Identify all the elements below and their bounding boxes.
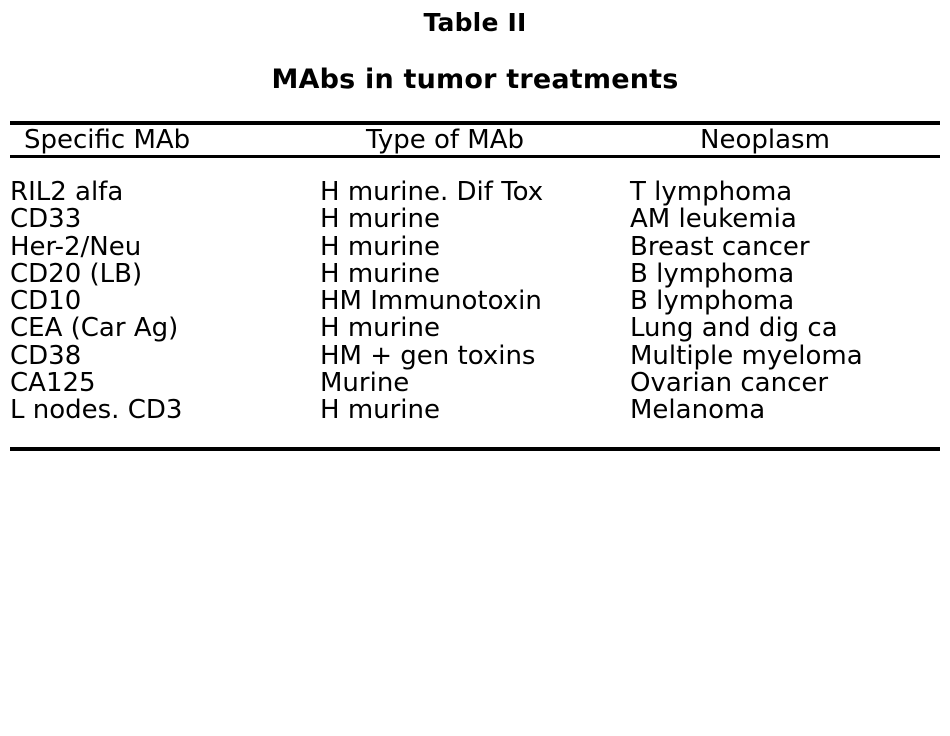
cell-neoplasm: Breast cancer <box>630 231 810 262</box>
cell-type-of-mab: HM Immunotoxin <box>320 286 542 317</box>
cell-neoplasm: Melanoma <box>630 395 766 426</box>
table-subcaption: MAbs in tumor treatments <box>271 64 679 95</box>
column-header-type-of-mab: Type of MAb <box>365 125 525 155</box>
cell-neoplasm: Lung and dig ca <box>630 313 838 344</box>
table-row <box>10 397 940 430</box>
cell-specific-mab: CEA (Car Ag) <box>10 313 179 344</box>
table-row <box>10 206 940 233</box>
column-header-specific-mab: Specific MAb <box>24 125 191 155</box>
cell-specific-mab: CD20 (LB) <box>10 258 143 289</box>
cell-type-of-mab: H murine <box>320 231 441 262</box>
table-row <box>10 370 940 397</box>
cell-type-of-mab: Murine <box>320 368 410 399</box>
table-row <box>10 261 940 288</box>
cell-neoplasm: T lymphoma <box>630 177 793 207</box>
cell-type-of-mab: H murine <box>320 258 441 289</box>
cell-specific-mab: CD10 <box>10 286 82 317</box>
cell-specific-mab: CD33 <box>10 204 82 235</box>
table-row <box>10 158 940 206</box>
mabs-table-body-wrapper <box>10 158 940 431</box>
table-row <box>10 288 940 315</box>
cell-type-of-mab: H murine. Dif Tox <box>320 177 544 207</box>
cell-neoplasm: Multiple myeloma <box>630 340 863 371</box>
cell-type-of-mab: H murine <box>320 204 441 235</box>
table-header-row <box>10 125 940 155</box>
column-header-neoplasm: Neoplasm <box>700 125 830 155</box>
cell-type-of-mab: H murine <box>320 395 441 426</box>
cell-specific-mab: CA125 <box>10 368 96 399</box>
mabs-table <box>10 125 940 155</box>
cell-type-of-mab: H murine <box>320 313 441 344</box>
table-body <box>10 158 940 431</box>
table-caption: Table II <box>423 8 527 37</box>
table-bottom-rule <box>10 447 940 451</box>
cell-specific-mab: L nodes. CD3 <box>10 395 183 426</box>
cell-specific-mab: RIL2 alfa <box>10 177 124 207</box>
cell-neoplasm: AM leukemia <box>630 204 797 235</box>
cell-type-of-mab: HM + gen toxins <box>320 340 536 371</box>
cell-specific-mab: CD38 <box>10 340 82 371</box>
cell-specific-mab: Her-2/Neu <box>10 231 142 262</box>
cell-neoplasm: B lymphoma <box>630 258 795 289</box>
cell-neoplasm: Ovarian cancer <box>630 368 829 399</box>
table-header <box>10 125 940 155</box>
cell-neoplasm: B lymphoma <box>630 286 795 317</box>
table-row <box>10 343 940 370</box>
table-row <box>10 234 940 261</box>
table-row <box>10 315 940 342</box>
